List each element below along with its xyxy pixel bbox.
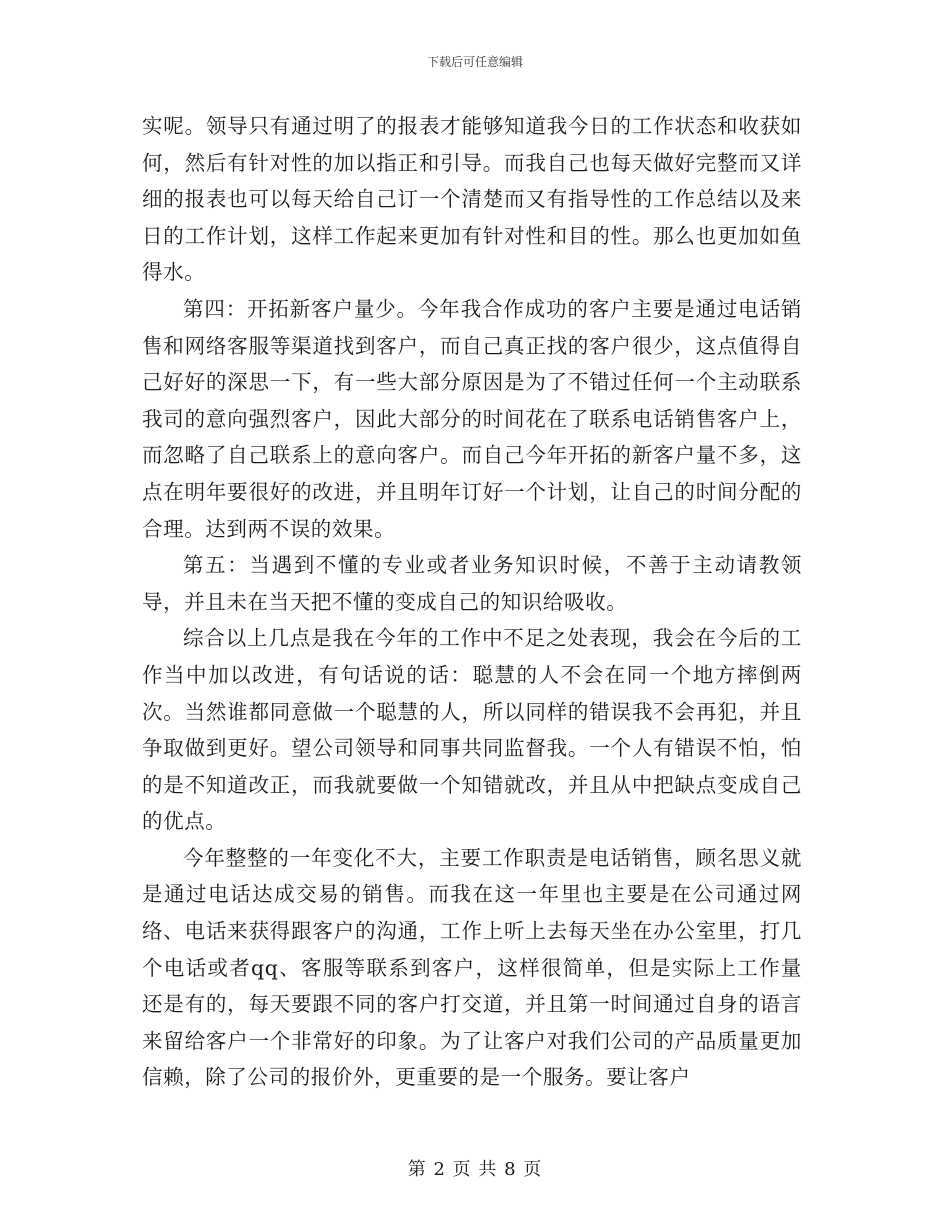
page-number: 第 2 页 共 8 页 xyxy=(407,1159,543,1180)
page-header: 下载后可任意编辑 xyxy=(426,55,523,69)
paragraph-summary: 综合以上几点是我在今年的工作中不足之处表现，我会在今后的工作当中加以改进，有句话说的话：聪慧的人不会在同一个地方摔倒两次。当然谁都同意做一个聪慧的人，所以同样的错误我不会再犯，并且争取做到更好。望公司领导和同事共同监督我。一个人有错误不怕，怕的是不知道改正，而我就要做一个知错就改，并且从中把缺点变成自己的优点。 xyxy=(142,626,802,834)
paragraph-year-review: 今年整整的一年变化不大，主要工作职责是电话销售，顾名思义就是通过电话达成交易的销售。而我在这一年里也主要是在公司通过网络、电话来获得跟客户的沟通，工作上听上去每天坐在办公室里，打几个电话或者qq、客服等联系到客户，这样很简单，但是实际上工作量还是有的，每天要跟不同的客户打交道，并且第一时间通过自身的语言来留给客户一个非常好的印象。为了让客户对我们公司的产品质量更加信赖，除了公司的报价外，更重要的是一个服务。要让客户 xyxy=(142,845,802,1090)
paragraph-point-four: 第四：开拓新客户量少。今年我合作成功的客户主要是通过电话销售和网络客服等渠道找到客户，而自己真正找的客户很少，这点值得自己好好的深思一下，有一些大部分原因是为了不错过任何一个主动联系我司的意向强烈客户，因此大部分的时间花在了联系电话销售客户上，而忽略了自己联系上的意向客户。而自己今年开拓的新客户量不多，这点在明年要很好的改进，并且明年订好一个计划，让自己的时间分配的合理。达到两不误的效果。 xyxy=(142,296,802,541)
document-body xyxy=(142,108,802,1096)
paragraph-continuation: 实呢。领导只有通过明了的报表才能够知道我今日的工作状态和收获如何，然后有针对性的加以指正和引导。而我自己也每天做好完整而又详细的报表也可以每天给自己订一个清楚而又有指导性的工作总结以及来日的工作计划，这样工作起来更加有针对性和目的性。那么也更加如鱼得水。 xyxy=(142,114,802,285)
paragraph-point-five: 第五：当遇到不懂的专业或者业务知识时候，不善于主动请教领导，并且未在当天把不懂的变成自己的知识给吸收。 xyxy=(142,553,802,614)
